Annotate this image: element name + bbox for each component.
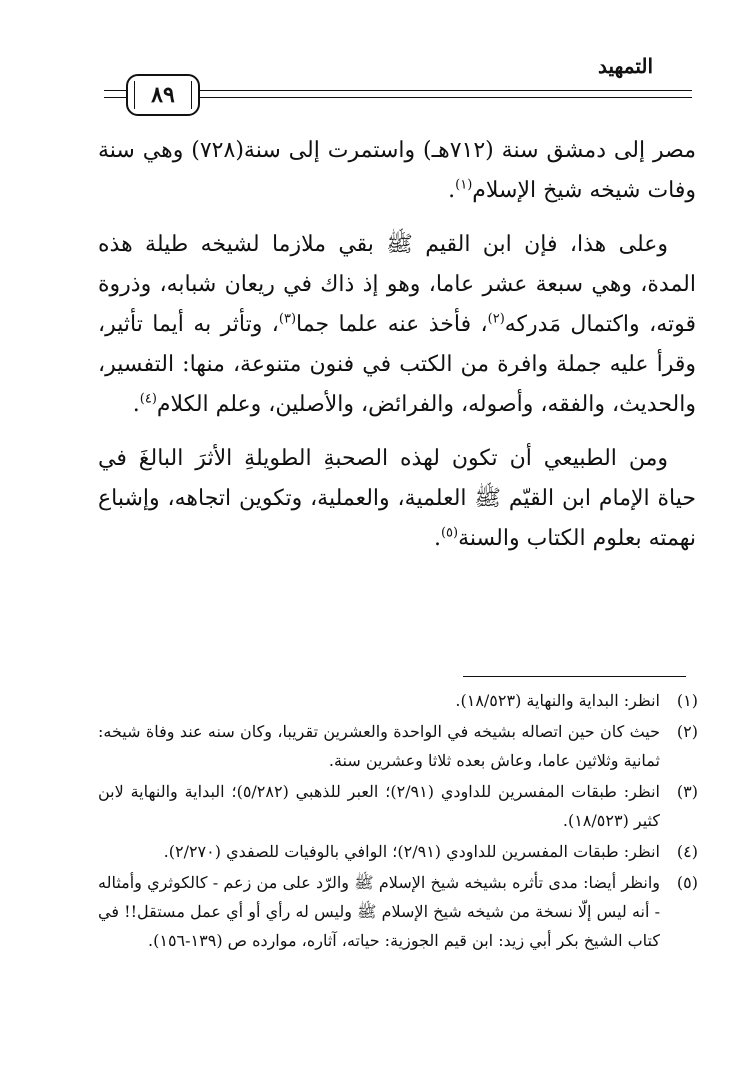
paragraph-1-end: . — [448, 178, 456, 203]
main-text — [98, 131, 696, 559]
footnote-number: (٢) — [676, 722, 698, 741]
footnote-text: وانظر أيضا: مدى تأثره بشيخه شيخ الإسلام ﷺ والرّد على من زعم - كالكوثري وأمثاله - أنه ليس إلّا نسخة من شيخه شيخ الإسلام ﷺ وليس له رأي أو أي عمل مستقل!! في كتاب الشيخ بكر أبي زيد: ابن قيم الجوزية: حياته، آثاره، موارده ص (١٣٩-١٥٦). — [98, 873, 660, 950]
footnote-separator — [463, 676, 686, 677]
footnote-number: (٥) — [676, 873, 698, 892]
paragraph-2-text-c: ، وتأثر به أيما تأثير، وقرأ عليه جملة وافرة من الكتب في فنون متنوعة، منها: التفسير، والحديث، والفقه، وأصوله، والفرائض، والأصلين، وعلم الكلام — [98, 312, 696, 417]
page-number-frame — [126, 74, 200, 116]
paragraph-2-text-b: ، فأخذ عنه علما جما — [296, 312, 488, 337]
footnote-1 — [98, 686, 698, 715]
footnote-2 — [98, 717, 698, 775]
paragraph-3-end: . — [433, 526, 441, 551]
note-ref-4: (٤) — [139, 391, 157, 407]
paragraph-3-text: ومن الطبيعي أن تكون لهذه الصحبةِ الطويلةِ الأثرَ البالغَ في حياة الإمام ابن القيّم ﷺ العلمية، والعملية، وتكوين اتجاهه، وإشباع نهمته بعلوم الكتاب والسنة — [98, 446, 696, 551]
paragraph-2-text-a: وعلى هذا، فإن ابن القيم ﷺ بقي ملازما لشيخه طيلة هذه المدة، وهي سبعة عشر عاما، وهو إذ ذاك في ريعان شبابه، وذروة قوته، واكتمال مَدركه — [98, 232, 696, 337]
note-ref-1: (١) — [455, 177, 473, 193]
footnote-number: (٣) — [676, 782, 698, 801]
note-ref-3: (٣) — [278, 311, 297, 327]
running-title: التمهيد — [598, 54, 653, 78]
note-ref-5: (٥) — [440, 525, 459, 541]
footnotes — [98, 686, 698, 957]
footnote-text: انظر: طبقات المفسرين للداودي (٢/٩١)؛ الوافي بالوفيات للصفدي (٢/٢٧٠). — [163, 842, 660, 861]
footnote-3 — [98, 777, 698, 835]
paragraph-1 — [98, 131, 696, 211]
footnote-text: حيث كان حين اتصاله بشيخه في الواحدة والعشرين تقريبا، وكان سنه عند وفاة شيخه: ثمانية وثلاثين عاما، وعاش بعده ثلاثا وعشرين سنة. — [98, 722, 660, 770]
footnote-number: (١) — [676, 691, 698, 710]
footnote-number: (٤) — [676, 842, 698, 861]
note-ref-2: (٢) — [487, 311, 505, 327]
paragraph-2-end: . — [132, 392, 140, 417]
footnote-text: انظر: البداية والنهاية (١٨/٥٢٣). — [455, 691, 660, 710]
paragraph-1-text: مصر إلى دمشق سنة (٧١٢هـ) واستمرت إلى سنة(٧٢٨) وهي سنة وفات شيخه شيخ الإسلام — [98, 138, 697, 203]
page-number: ٨٩ — [151, 82, 175, 108]
footnote-4 — [98, 837, 698, 866]
paragraph-2 — [98, 225, 696, 425]
paragraph-3 — [98, 439, 696, 559]
footnote-5 — [98, 868, 698, 955]
footnote-text: انظر: طبقات المفسرين للداودي (٢/٩١)؛ العبر للذهبي (٥/٢٨٢)؛ البداية والنهاية لابن كثير (١٨/٥٢٣). — [98, 782, 660, 830]
